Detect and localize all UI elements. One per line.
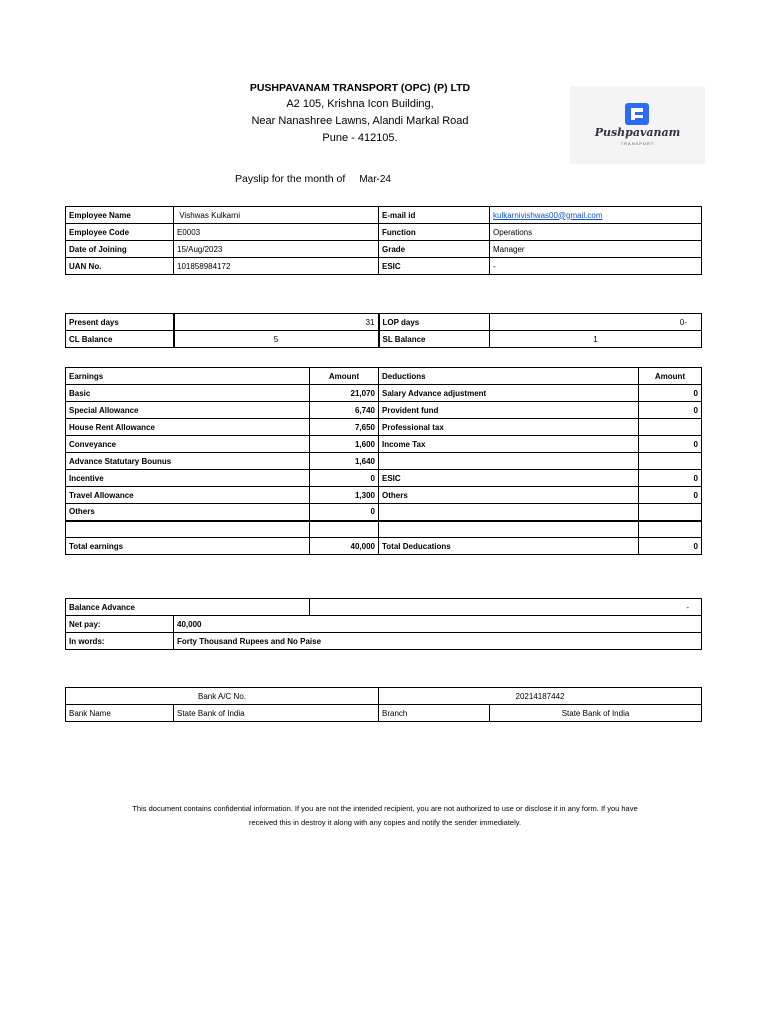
table-row xyxy=(66,241,702,258)
earning-amount: 7,650 xyxy=(310,419,379,436)
table-row xyxy=(66,487,702,504)
email-link[interactable]: kulkarnivishwas00@gmail.com xyxy=(493,210,603,220)
earnings-amount-header: Amount xyxy=(310,368,379,385)
net-pay-label: Net pay: xyxy=(66,616,174,633)
present-days-value: 31 xyxy=(174,314,379,331)
deduction-amount: 0 xyxy=(639,436,702,453)
table-row xyxy=(66,385,702,402)
earning-label: Special Allowance xyxy=(66,402,310,419)
deduction-label: Salary Advance adjustment xyxy=(379,385,639,402)
earning-label: House Rent Allowance xyxy=(66,419,310,436)
cl-balance-label: CL Balance xyxy=(66,331,174,348)
deduction-amount: 0 xyxy=(639,385,702,402)
deduction-amount: 0 xyxy=(639,470,702,487)
deduction-label: Income Tax xyxy=(379,436,639,453)
deduction-amount xyxy=(639,453,702,470)
total-earnings-label: Total earnings xyxy=(66,538,310,555)
balance-advance-value: - xyxy=(310,599,702,616)
balance-advance-label: Balance Advance xyxy=(66,599,310,616)
deduction-label: ESIC xyxy=(379,470,639,487)
branch-label: Branch xyxy=(379,705,490,722)
present-days-label: Present days xyxy=(66,314,174,331)
deduction-label: Provident fund xyxy=(379,402,639,419)
deduction-amount: 0 xyxy=(639,402,702,419)
earning-amount: 1,300 xyxy=(310,487,379,504)
in-words-label: In words: xyxy=(66,633,174,650)
table-row xyxy=(66,688,702,705)
employee-code-label: Employee Code xyxy=(66,224,174,241)
company-name: PUSHPAVANAM TRANSPORT (OPC) (P) LTD xyxy=(249,82,471,94)
table-row xyxy=(66,599,702,616)
logo-name: Pushpavanam xyxy=(594,126,681,139)
esic-label: ESIC xyxy=(379,258,490,275)
esic-value: - xyxy=(490,258,702,275)
table-row xyxy=(66,436,702,453)
total-earnings-value: 40,000 xyxy=(310,538,379,555)
earning-label: Incentive xyxy=(66,470,310,487)
email-cell xyxy=(490,207,702,224)
function-value: Operations xyxy=(490,224,702,241)
deduction-label xyxy=(379,453,639,470)
earning-amount xyxy=(310,521,379,538)
total-deductions-label: Total Deducations xyxy=(379,538,639,555)
deduction-amount: 0 xyxy=(639,487,702,504)
logo-p-icon xyxy=(624,102,650,126)
employee-code-value: E0003 xyxy=(174,224,379,241)
table-row xyxy=(66,705,702,722)
earning-amount: 1,600 xyxy=(310,436,379,453)
payslip-month: Mar-24 xyxy=(359,174,391,185)
employee-name-text: Vishwas Kulkarni xyxy=(179,210,241,220)
deduction-amount xyxy=(639,521,702,538)
employee-info-table xyxy=(65,206,702,275)
table-row xyxy=(66,616,702,633)
table-row xyxy=(66,402,702,419)
in-words-value: Forty Thousand Rupees and No Paise xyxy=(174,633,702,650)
table-row xyxy=(66,521,702,538)
earning-label xyxy=(66,521,310,538)
grade-label: Grade xyxy=(379,241,490,258)
confidentiality-line-1: This document contains confidential information. If you are not the intended recipient, you are not authorized to use or disclose it in any form. If you have xyxy=(132,804,638,813)
deduction-label: Professional tax xyxy=(379,419,639,436)
bank-account-value: 20214187442 xyxy=(379,688,702,705)
table-row xyxy=(66,331,702,348)
earnings-header: Earnings xyxy=(66,368,310,385)
table-row xyxy=(66,633,702,650)
uan-value: 101858984172 xyxy=(174,258,379,275)
earning-label: Advance Statutary Bounus xyxy=(66,453,310,470)
deduction-amount xyxy=(639,419,702,436)
uan-label: UAN No. xyxy=(66,258,174,275)
deduction-amount xyxy=(639,504,702,521)
email-label: E-mail id xyxy=(379,207,490,224)
function-label: Function xyxy=(379,224,490,241)
employee-name-label: Employee Name xyxy=(66,207,174,224)
table-row xyxy=(66,419,702,436)
bank-details-table xyxy=(65,687,702,722)
bank-account-label: Bank A/C No. xyxy=(66,688,379,705)
confidentiality-line-2: received this in destroy it along with any copies and notify the sender immediately. xyxy=(248,818,522,827)
logo-subtitle: TRANSPORT xyxy=(620,141,655,146)
table-row xyxy=(66,504,702,521)
earnings-deductions-table xyxy=(65,367,702,555)
company-address-line-3: Pune - 412105. xyxy=(322,132,398,144)
earning-label: Others xyxy=(66,504,310,521)
table-header-row xyxy=(66,368,702,385)
earning-label: Conveyance xyxy=(66,436,310,453)
totals-row xyxy=(66,538,702,555)
confidentiality-notice xyxy=(60,802,710,830)
table-row xyxy=(66,453,702,470)
sl-balance-label: SL Balance xyxy=(379,331,490,348)
sl-balance-value: 1 xyxy=(490,331,702,348)
deductions-header: Deductions xyxy=(379,368,639,385)
net-pay-value: 40,000 xyxy=(174,616,702,633)
earning-amount: 0 xyxy=(310,504,379,521)
earning-amount: 1,640 xyxy=(310,453,379,470)
lop-days-label: LOP days xyxy=(379,314,490,331)
total-deductions-value: 0 xyxy=(639,538,702,555)
bank-name-value: State Bank of India xyxy=(174,705,379,722)
table-row xyxy=(66,224,702,241)
table-row xyxy=(66,470,702,487)
table-row xyxy=(66,207,702,224)
deductions-amount-header: Amount xyxy=(639,368,702,385)
company-address-line-2: Near Nanashree Lawns, Alandi Markal Road xyxy=(251,115,469,127)
company-header xyxy=(170,80,550,147)
earning-amount: 6,740 xyxy=(310,402,379,419)
company-address-line-1: A2 105, Krishna Icon Building, xyxy=(286,98,434,110)
earning-amount: 0 xyxy=(310,470,379,487)
employee-name-value xyxy=(174,207,379,224)
table-row xyxy=(66,314,702,331)
earning-label: Travel Allowance xyxy=(66,487,310,504)
date-of-joining-label: Date of Joining xyxy=(66,241,174,258)
date-of-joining-value: 15/Aug/2023 xyxy=(174,241,379,258)
cl-balance-value: 5 xyxy=(174,331,379,348)
branch-value: State Bank of India xyxy=(490,705,702,722)
table-row xyxy=(66,258,702,275)
payslip-title xyxy=(235,173,391,185)
net-pay-summary-table xyxy=(65,598,702,650)
earning-amount: 21,070 xyxy=(310,385,379,402)
deduction-label xyxy=(379,504,639,521)
attendance-table xyxy=(65,313,702,348)
deduction-label xyxy=(379,521,639,538)
bank-name-label: Bank Name xyxy=(66,705,174,722)
company-logo xyxy=(570,86,705,164)
grade-value: Manager xyxy=(490,241,702,258)
deduction-label: Others xyxy=(379,487,639,504)
payslip-title-label: Payslip for the month of xyxy=(235,173,346,185)
lop-days-value: 0- xyxy=(490,314,702,331)
earning-label: Basic xyxy=(66,385,310,402)
